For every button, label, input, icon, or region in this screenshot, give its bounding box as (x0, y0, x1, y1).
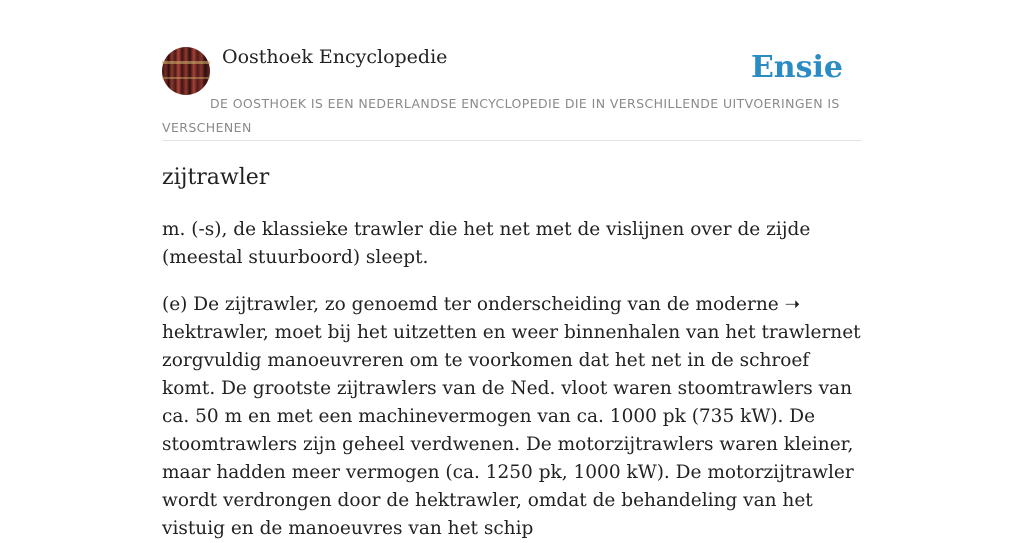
ensie-logo-link[interactable]: Ensie (750, 50, 843, 85)
encyclopedia-avatar[interactable] (162, 47, 210, 95)
arrow-right-icon: ➝ (784, 294, 801, 315)
entry-body-text-end: , moet bij het uitzetten en weer binnenhalen van het trawlernet zorgvuldig manoeuvreren om te voorkomen dat het net in de schroef komt. De grootste zijtrawlers van de Ned. vloot waren stoomtrawlers van ca. 50 m en met een machinevermogen van ca. 1000 pk (735 kW). De stoomtrawlers zijn geheel verdwenen. De motorzijtrawlers waren kleiner, maar hadden meer vermogen (ca. 1250 pk, 1000 kW). De motorzijtrawler wordt verdrongen door de hektrawler, omdat de behandeling van het vistuig en de manoeuvres van het schip (162, 322, 861, 539)
entry-content (162, 160, 862, 543)
hektrawler-link-label: hektrawler (162, 322, 263, 343)
entry-definition: m. (-s), de klassieke trawler die het net met de vislijnen over de zijde (meestal stuurboord) sleept. (162, 219, 811, 268)
site-name[interactable]: Oosthoek Encyclopedie (222, 46, 448, 68)
site-header (162, 44, 862, 141)
entry-body-text-start: (e) De zijtrawler, zo genoemd ter onderscheiding van de moderne (162, 294, 785, 315)
entry-body (162, 291, 862, 543)
entry-title: zijtrawler (162, 165, 270, 190)
site-tagline: DE OOSTHOEK IS EEN NEDERLANDSE ENCYCLOPEDIE DIE IN VERSCHILLENDE UITVOERINGEN IS VERSCHENEN (162, 96, 840, 135)
